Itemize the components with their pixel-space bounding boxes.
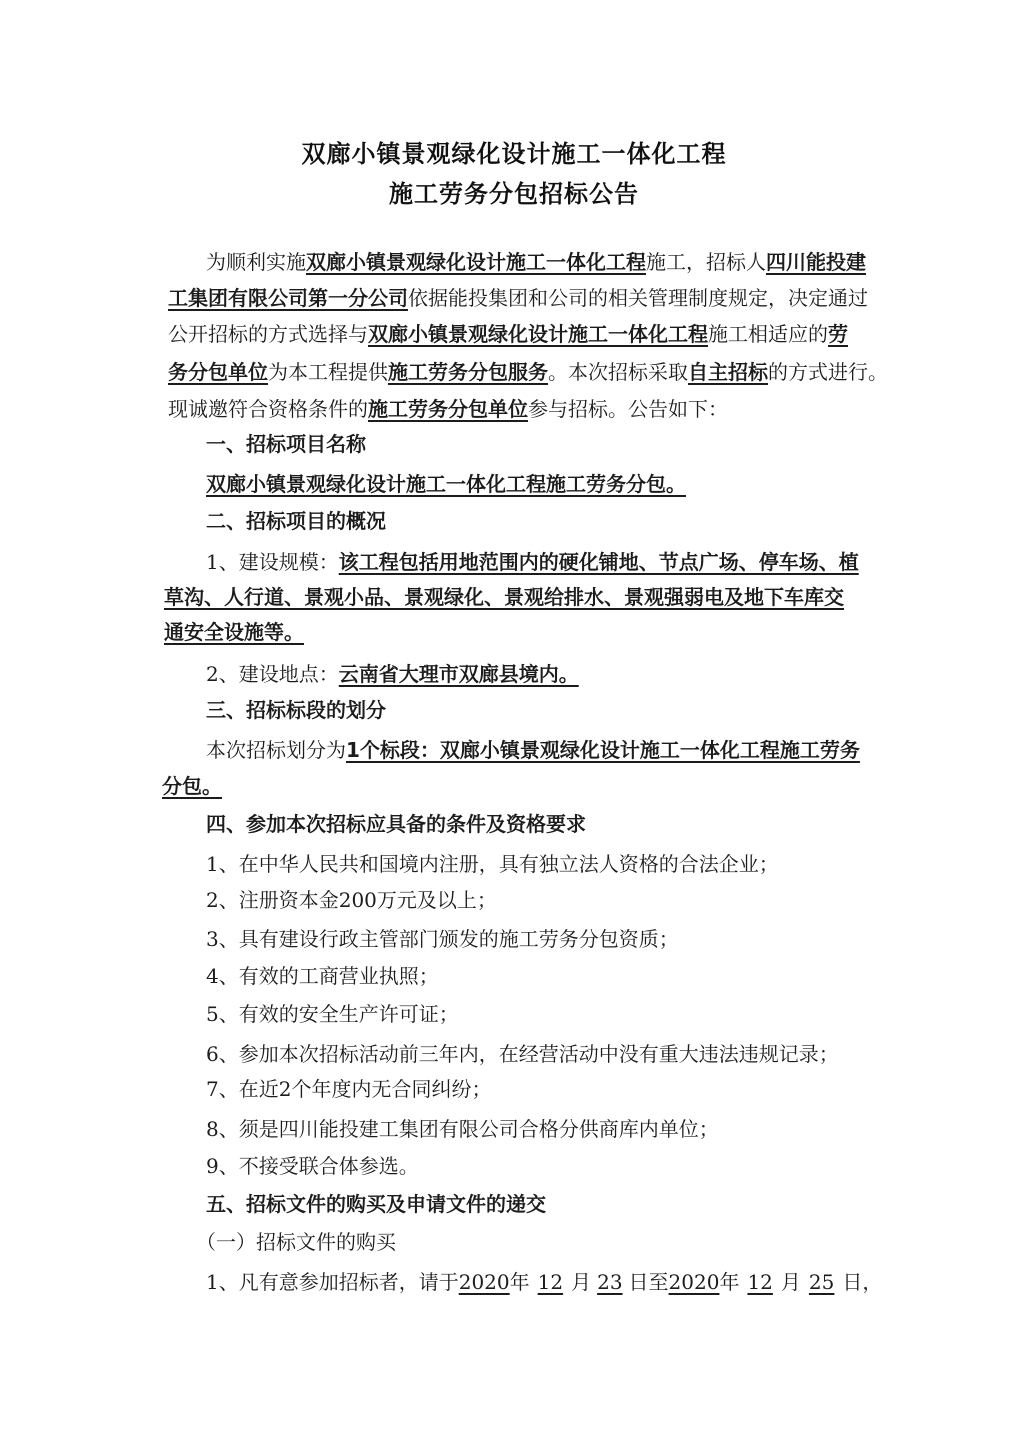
req-item: 8、须是四川能投建工集团有限公司合格分供商库内单位； <box>206 1117 719 1141</box>
section-2-heading: 二、招标项目的概况 <box>206 509 386 533</box>
location-line: 2、建设地点：云南省大理市双廊县境内。 <box>206 662 579 686</box>
scale-line-1: 1、建设规模：该工程包括用地范围内的硬化铺地、节点广场、停车场、植 <box>206 550 859 574</box>
req-item: 1、在中华人民共和国境内注册，具有独立法人资格的合法企业； <box>206 852 779 876</box>
req-item: 6、参加本次招标活动前三年内，在经营活动中没有重大违法违规记录； <box>206 1042 839 1066</box>
req-item: 9、不接受联合体参选。 <box>206 1154 419 1178</box>
scale-line-3: 通安全设施等。 <box>164 620 304 644</box>
section-5-heading: 五、招标文件的购买及申请文件的递交 <box>206 1192 546 1216</box>
req-item: 5、有效的安全生产许可证； <box>206 1002 459 1026</box>
section-3-heading: 三、招标标段的划分 <box>206 698 386 722</box>
intro-line-3: 公开招标的方式选择与双廊小镇景观绿化设计施工一体化工程施工相适应的劳 <box>168 322 848 346</box>
intro-line-4: 务分包单位为本工程提供施工劳务分包服务。本次招标采取自主招标的方式进行。 <box>168 360 888 384</box>
intro-line-1: 为顺利实施双廊小镇景观绿化设计施工一体化工程施工，招标人四川能投建 <box>206 250 866 274</box>
req-item: 4、有效的工商营业执照； <box>206 964 439 988</box>
scale-line-2: 草沟、人行道、景观小品、景观绿化、景观给排水、景观强弱电及地下车库交 <box>164 585 844 609</box>
title-line-2: 施工劳务分包招标公告 <box>389 180 639 208</box>
section-4-heading: 四、参加本次招标应具备的条件及资格要求 <box>206 812 586 836</box>
intro-line-5: 现诚邀符合资格条件的施工劳务分包单位参与招标。公告如下： <box>168 397 728 421</box>
lot-line-1: 本次招标划分为1个标段：双廊小镇景观绿化设计施工一体化工程施工劳务 <box>206 738 860 762</box>
req-item: 7、在近2个年度内无合同纠纷； <box>206 1077 492 1101</box>
project-name: 双廊小镇景观绿化设计施工一体化工程施工劳务分包。 <box>206 472 686 496</box>
req-item: 3、具有建设行政主管部门颁发的施工劳务分包资质； <box>206 927 679 951</box>
section-1-heading: 一、招标项目名称 <box>206 432 366 456</box>
purchase-line-1: 1、凡有意参加招标者，请于2020年 12 月 23 日至2020年 12 月 25 日， <box>206 1270 883 1294</box>
title-line-1: 双廊小镇景观绿化设计施工一体化工程 <box>301 140 727 168</box>
intro-line-2: 工集团有限公司第一分公司依据能投集团和公司的相关管理制度规定，决定通过 <box>168 286 868 310</box>
subsection-1-heading: （一）招标文件的购买 <box>196 1230 396 1254</box>
lot-line-2: 分包。 <box>162 774 222 798</box>
req-item: 2、注册资本金200万元及以上； <box>206 888 497 912</box>
